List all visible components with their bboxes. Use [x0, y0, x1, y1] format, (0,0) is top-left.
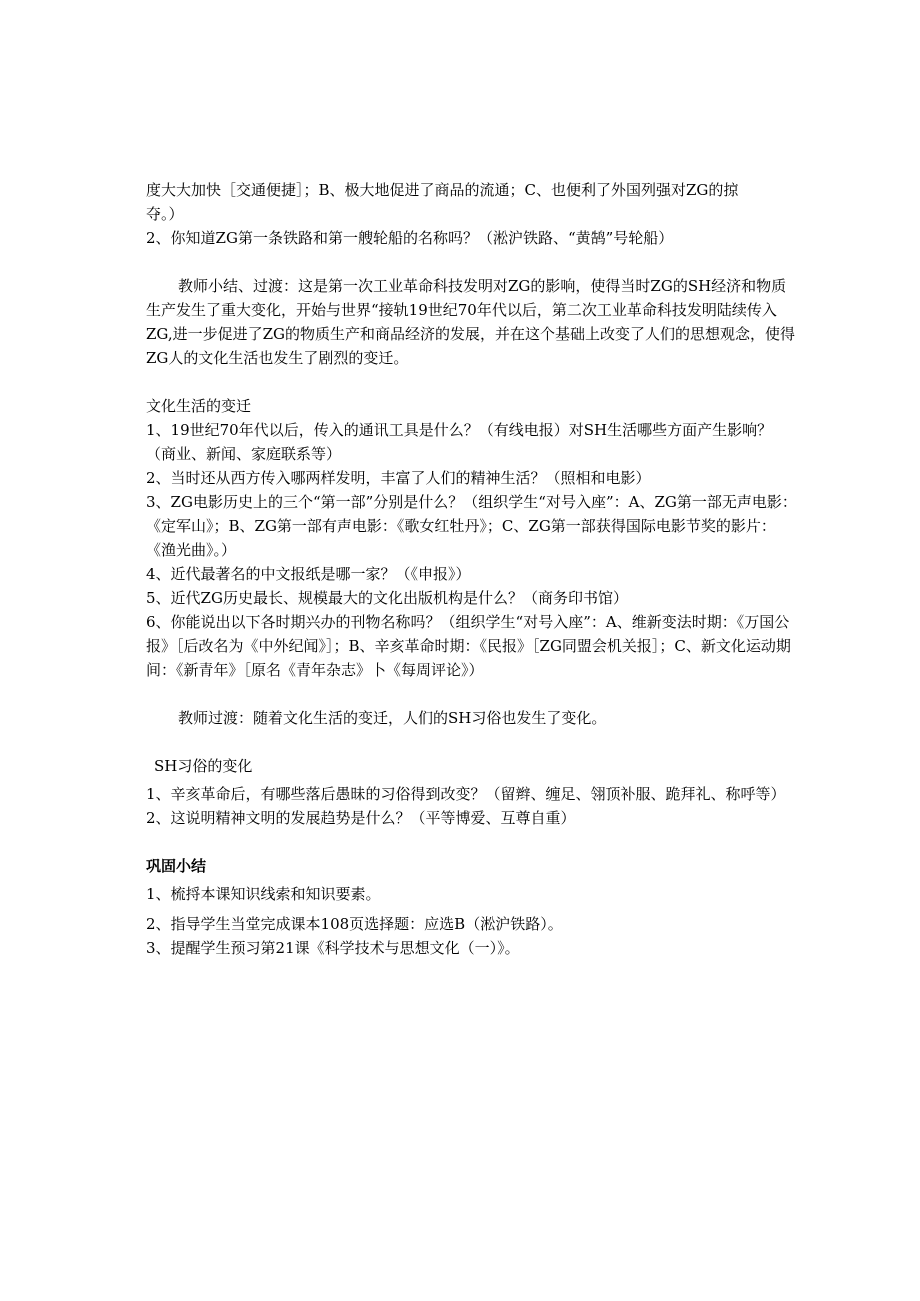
spacer	[146, 250, 798, 274]
customs-heading: SH习俗的变化	[154, 757, 253, 775]
intro-question-2: 2、你知道ZG第一条铁路和第一艘轮船的名称吗？（淞沪铁路、“黄鹄”号轮船）	[146, 229, 674, 247]
spacer	[146, 730, 798, 754]
summary-item-2: 2、指导学生当堂完成课本108页选择题：应选B（淞沪铁路）。	[146, 915, 563, 933]
spacer	[146, 830, 798, 854]
summary-item-1: 1、梳捋本课知识线索和知识要素。	[146, 885, 381, 903]
culture-item-3: 3、ZG电影历史上的三个“第一部”分别是什么？（组织学生“对号入座”：A、ZG第一部无声电影：《定军山》；B、ZG第一部有声电影：《歌女红牡丹》；C、ZG第一部获得国际电影节奖的影片：《渔光曲》。）	[146, 493, 797, 559]
summary-item-3: 3、提醒学生预习第21课《科学技术与思想文化（一）》。	[146, 939, 520, 957]
culture-item-6: 6、你能说出以下各时期兴办的刊物名称吗？（组织学生“对号入座”：A、维新变法时期：《万国公报》［后改名为《中外纪闻》］；B、辛亥革命时期：《民报》［ZG同盟会机关报］；C、新文化运动期间：《新青年》［原名《青年杂志》卜《每周评论》）	[146, 613, 791, 679]
spacer	[146, 370, 798, 394]
culture-item-1: 1、19世纪70年代以后，传入的通讯工具是什么？（有线电报）对SH生活哪些方面产生影响？（商业、新闻、家庭联系等）	[146, 421, 773, 463]
summary-heading: 巩固小结	[146, 857, 207, 875]
customs-item-2: 2、这说明精神文明的发展趋势是什么？（平等博爱、互尊自重）	[146, 809, 576, 827]
culture-heading: 文化生活的变迁	[146, 397, 252, 415]
teacher-transition-paragraph: 教师过渡：随着文化生活的变迁，人们的SH习俗也发生了变化。	[178, 709, 607, 727]
culture-item-4: 4、近代最著名的中文报纸是哪一家？（《申报》）	[146, 565, 471, 583]
intro-line-1: 度大大加快［交通便捷］；B、极大地促进了商品的流通；C、也便利了外国列强对ZG的掠	[146, 181, 739, 199]
spacer	[146, 682, 798, 706]
intro-line-2: 夺。）	[146, 205, 184, 223]
culture-item-2: 2、当时还从西方传入哪两样发明，丰富了人们的精神生活？（照相和电影）	[146, 469, 651, 487]
culture-item-5: 5、近代ZG历史最长、规模最大的文化出版机构是什么？（商务印书馆）	[146, 589, 628, 607]
document-body	[146, 178, 798, 960]
teacher-summary-paragraph: 教师小结、过渡：这是第一次工业革命科技发明对ZG的影响，使得当时ZG的SH经济和物质生产发生了重大变化，开始与世界“接轨19世纪70年代以后，第二次工业革命科技发明陆续传入ZG,进一步促进了ZG的物质生产和商品经济的发展，并在这个基础上改变了人们的思想观念，使得ZG人的文化生活也发生了剧烈的变迁。	[146, 277, 796, 367]
customs-item-1: 1、辛亥革命后，有哪些落后愚昧的习俗得到改变？（留辫、缠足、翎顶补服、跪拜礼、称呼等）	[146, 785, 786, 803]
